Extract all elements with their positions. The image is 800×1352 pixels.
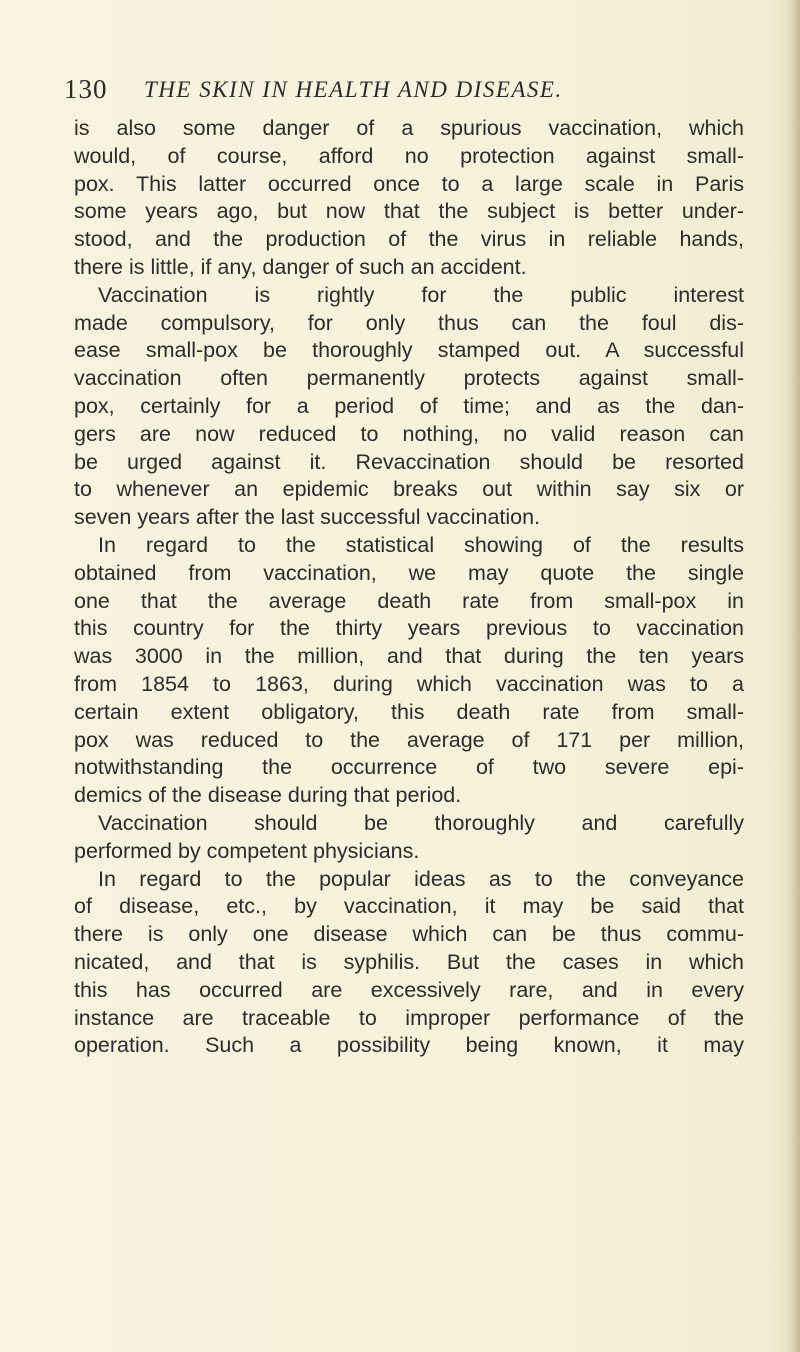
page-edge-shadow (786, 0, 800, 1352)
text-line: notwithstanding the occurrence of two severe epi- (74, 755, 744, 780)
text-line: Vaccination should be thoroughly and carefully (98, 810, 744, 835)
text-line: is also some danger of a spurious vaccination, which (74, 116, 744, 140)
text-line: demics of the disease during that period. (74, 783, 462, 808)
text-line: instance are traceable to improper performance of the (74, 1005, 744, 1030)
text-line: performed by competent physicians. (74, 838, 420, 863)
text-line: operation. Such a possibility being known, it may (74, 1033, 744, 1058)
page-header (64, 72, 744, 110)
text-line: of disease, etc., by vaccination, it may be said that (74, 894, 744, 919)
text-line: seven years after the last successful vaccination. (74, 505, 541, 530)
text-line: would, of course, afford no protection against small- (74, 143, 744, 168)
text-line: this has occurred are excessively rare, and in every (74, 977, 744, 1002)
text-line: some years ago, but now that the subject is better under- (74, 199, 744, 224)
running-title: THE SKIN IN HEALTH AND DISEASE. (144, 77, 563, 102)
text-line: nicated, and that is syphilis. But the cases in which (74, 949, 744, 974)
page-number: 130 (64, 74, 108, 104)
text-line: stood, and the production of the virus in reliable hands, (74, 227, 744, 252)
text-line: In regard to the popular ideas as to the conveyance (98, 866, 744, 891)
text-line: from 1854 to 1863, during which vaccination was to a (74, 671, 744, 696)
text-line: there is little, if any, danger of such an accident. (74, 254, 527, 279)
text-line: pox. This latter occurred once to a large scale in Paris (74, 171, 744, 196)
text-line: to whenever an epidemic breaks out within say six or (74, 477, 744, 502)
text-line: pox, certainly for a period of time; and as the dan- (74, 393, 744, 418)
text-line: gers are now reduced to nothing, no valid reason can (74, 421, 744, 446)
text-line: Vaccination is rightly for the public interest (98, 282, 744, 307)
body-text (74, 115, 744, 1060)
text-line: there is only one disease which can be thus commu- (74, 922, 744, 947)
text-line: In regard to the statistical showing of the results (98, 532, 744, 557)
text-line: one that the average death rate from small-pox in (74, 588, 744, 613)
text-line: certain extent obligatory, this death rate from small- (74, 699, 744, 724)
text-line: pox was reduced to the average of 171 per million, (74, 727, 744, 752)
text-line: be urged against it. Revaccination should be resorted (74, 449, 744, 474)
text-line: made compulsory, for only thus can the foul dis- (74, 310, 744, 335)
text-line: this country for the thirty years previous to vaccination (74, 616, 744, 641)
text-line: was 3000 in the million, and that during the ten years (74, 644, 744, 669)
text-line: obtained from vaccination, we may quote the single (74, 560, 744, 585)
text-line: vaccination often permanently protects against small- (74, 366, 744, 391)
text-line: ease small-pox be thoroughly stamped out. A successful (74, 338, 744, 363)
